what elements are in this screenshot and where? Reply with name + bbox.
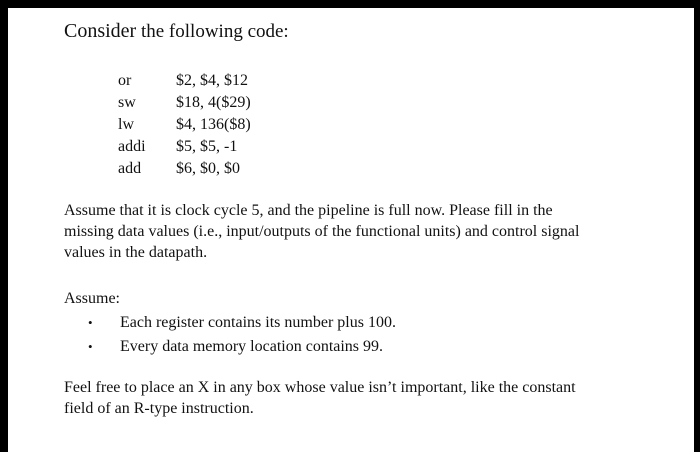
instructions-line: values in the datapath. — [64, 244, 208, 261]
code-line — [118, 92, 251, 114]
bullet-icon: • — [88, 339, 93, 354]
bullet-icon: • — [88, 315, 93, 330]
code-opcode: add — [118, 160, 142, 177]
page-title — [64, 20, 289, 43]
code-operands: $5, $5, -1 — [176, 138, 238, 155]
assumption-list — [88, 312, 396, 360]
code-line — [118, 70, 251, 92]
code-operands: $4, 136($8) — [176, 116, 251, 133]
instructions-paragraph — [64, 200, 684, 263]
list-item — [88, 336, 396, 357]
assumption-text: Every data memory location contains 99. — [120, 338, 384, 355]
instructions-line: Assume that it is clock cycle 5, and the pipeline is full now. Please fill in the — [64, 202, 553, 219]
code-opcode: lw — [118, 116, 134, 133]
document-page — [8, 8, 694, 452]
code-opcode: sw — [118, 94, 136, 111]
code-operands: $18, 4($29) — [176, 94, 251, 111]
instructions-line: missing data values (i.e., input/outputs of the functional units) and control signal — [64, 223, 580, 240]
code-line — [118, 136, 251, 158]
code-line — [118, 158, 251, 180]
list-item — [88, 312, 396, 333]
note-line: Feel free to place an X in any box whose value isn’t important, like the constant — [64, 379, 576, 396]
code-opcode: or — [118, 72, 132, 89]
title-first-word: Consider — [64, 20, 137, 42]
code-listing — [118, 70, 251, 180]
title-rest: the following code: — [136, 21, 289, 42]
code-operands: $6, $0, $0 — [176, 160, 240, 177]
code-line — [118, 114, 251, 136]
assumption-text: Each register contains its number plus 100. — [120, 314, 396, 331]
note-paragraph — [64, 377, 684, 419]
code-opcode: addi — [118, 138, 146, 155]
note-line: field of an R-type instruction. — [64, 400, 254, 417]
assume-heading: Assume: — [64, 290, 120, 307]
code-operands: $2, $4, $12 — [176, 72, 248, 89]
